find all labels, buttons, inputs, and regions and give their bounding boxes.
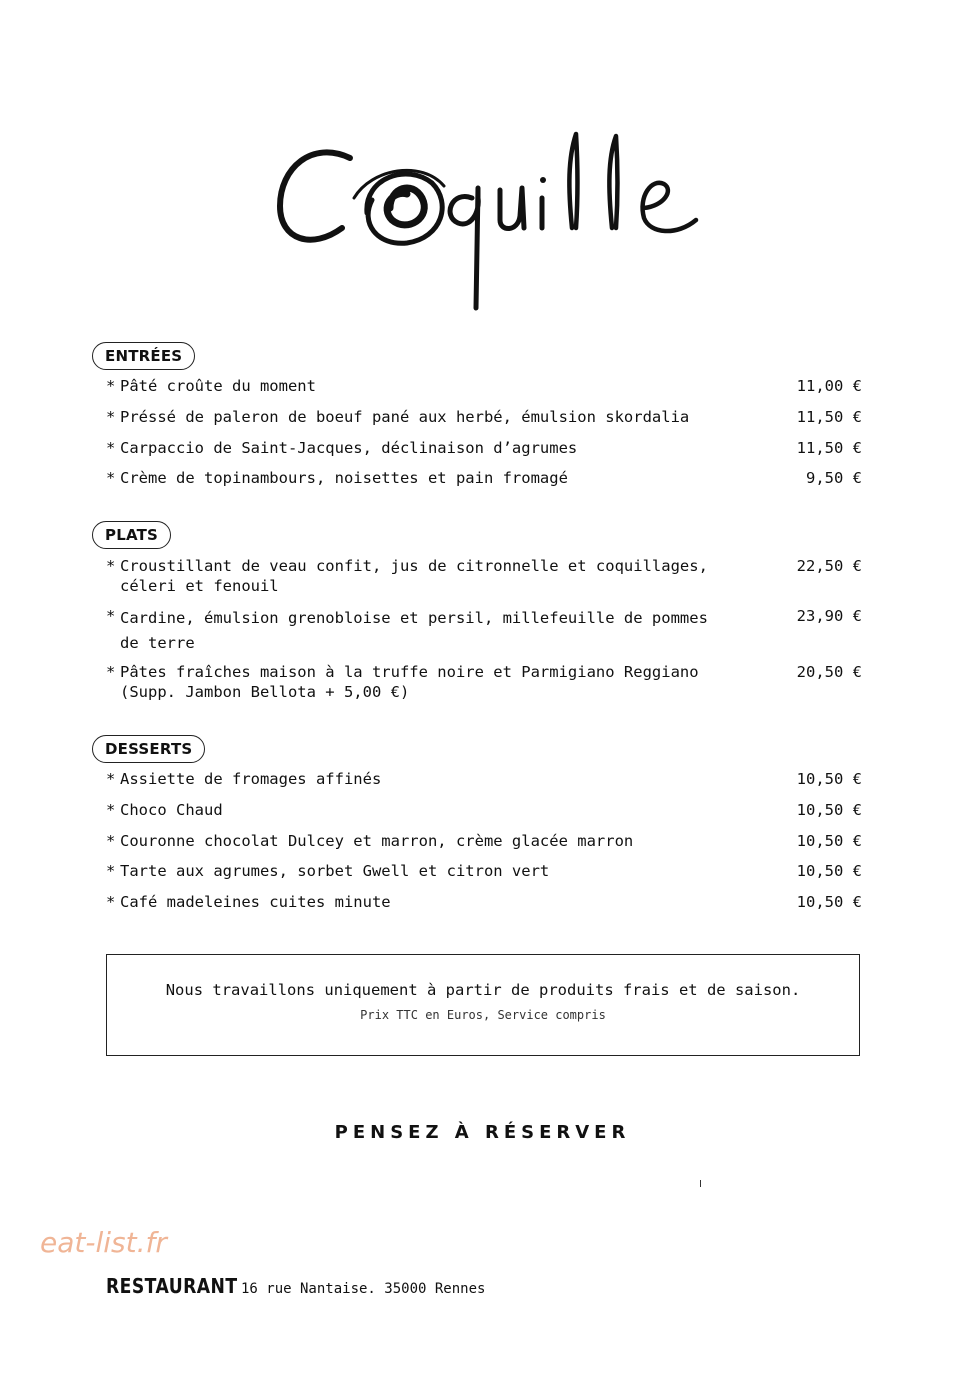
item-name: Pâté croûte du moment: [120, 377, 316, 395]
item-price: 23,90 €: [796, 607, 862, 625]
bullet-star: *: [106, 377, 116, 395]
item-price: 9,50 €: [806, 469, 862, 487]
item-name: Préssé de paleron de boeuf pané aux herbé, émulsion skordalia: [120, 408, 690, 426]
item-name: Couronne chocolat Dulcey et marron, crème glacée marron: [120, 832, 634, 850]
item-price: 11,50 €: [796, 408, 862, 426]
item-price: 10,50 €: [796, 801, 862, 819]
stray-mark: [700, 1180, 701, 1187]
item-price: 10,50 €: [796, 862, 862, 880]
item-name: Pâtes fraîches maison à la truffe noire et Parmigiano Reggiano (Supp. Jambon Bellota + 5,00 €): [120, 663, 699, 701]
item-price: 10,50 €: [796, 832, 862, 850]
bullet-star: *: [106, 469, 116, 487]
item-price: 10,50 €: [796, 770, 862, 788]
reserve-heading: PENSEZ À RÉSERVER: [334, 1122, 631, 1143]
bullet-star: *: [106, 893, 116, 911]
item-price: 10,50 €: [796, 893, 862, 911]
footer-address: 16 rue Nantaise. 35000 Rennes: [241, 1281, 486, 1297]
item-price: 22,50 €: [796, 557, 862, 575]
bullet-star: *: [106, 770, 116, 788]
item-name: Croustillant de veau confit, jus de citronnelle et coquillages, céleri et fenouil: [120, 557, 708, 595]
coquille-logo: [272, 128, 702, 318]
item-name: Crème de topinambours, noisettes et pain fromagé: [120, 469, 568, 487]
notice-prices: Prix TTC en Euros, Service compris: [360, 1008, 606, 1022]
item-price: 11,50 €: [796, 439, 862, 457]
item-name: Café madeleines cuites minute: [120, 893, 391, 911]
item-price: 20,50 €: [796, 663, 862, 681]
notice-fresh-products: Nous travaillons uniquement à partir de produits frais et de saison.: [165, 981, 801, 999]
footer-restaurant-label: RESTAURANT: [106, 1274, 238, 1298]
item-name: Carpaccio de Saint-Jacques, déclinaison d’agrumes: [120, 439, 578, 457]
section-title-plats: PLATS: [92, 521, 171, 549]
bullet-star: *: [106, 663, 116, 681]
item-name: Tarte aux agrumes, sorbet Gwell et citron vert: [120, 862, 550, 880]
item-name: Choco Chaud: [120, 801, 223, 819]
bullet-star: *: [106, 862, 116, 880]
watermark: eat-list.fr: [40, 1226, 167, 1259]
item-price: 11,00 €: [796, 377, 862, 395]
bullet-star: *: [106, 408, 116, 426]
notice-box: [106, 954, 860, 1056]
bullet-star: *: [106, 557, 116, 575]
bullet-star: *: [106, 607, 116, 625]
item-name: Assiette de fromages affinés: [120, 770, 382, 788]
bullet-star: *: [106, 832, 116, 850]
bullet-star: *: [106, 801, 116, 819]
bullet-star: *: [106, 439, 116, 457]
section-title-entrees: ENTRÉES: [92, 342, 195, 370]
section-title-desserts: DESSERTS: [92, 735, 205, 763]
item-name: Cardine, émulsion grenobloise et persil, millefeuille de pommes de terre: [120, 609, 708, 652]
